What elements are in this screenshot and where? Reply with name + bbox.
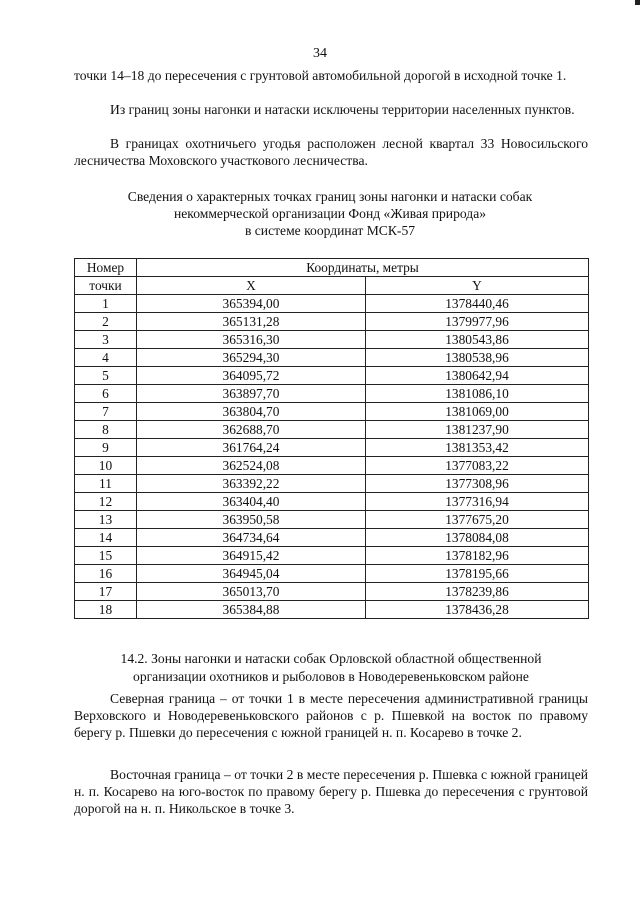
cell-x: 365384,88 xyxy=(137,601,366,619)
cell-y: 1377083,22 xyxy=(366,457,589,475)
cell-x: 361764,24 xyxy=(137,439,366,457)
cell-point-number: 9 xyxy=(75,439,137,457)
cell-y: 1379977,96 xyxy=(366,313,589,331)
cell-y: 1380538,96 xyxy=(366,349,589,367)
paragraph-north-boundary: Северная граница – от точки 1 в месте пересечения административной границы Верховского и Новодеревеньковского районов с р. Пшевкой на восток по правому берегу р. Пшевки до пересечения с южной границей н. п. Косарево в точке 2. xyxy=(74,691,588,740)
cell-y: 1378239,86 xyxy=(366,583,589,601)
table-row xyxy=(75,403,589,421)
cell-point-number: 17 xyxy=(75,583,137,601)
cell-x: 363392,22 xyxy=(137,475,366,493)
cell-x: 365013,70 xyxy=(137,583,366,601)
section-heading-line: 14.2. Зоны нагонки и натаски собак Орловской областной общественной xyxy=(120,651,542,666)
cell-y: 1381237,90 xyxy=(366,421,589,439)
paragraph-east-boundary: Восточная граница – от точки 2 в месте пересечения р. Пшевка с южной границей н. п. Косарево на юго-восток по правому берегу р. Пшевка до пересечения с грунтовой дорогой на н. п. Никольское в точке 3. xyxy=(74,767,588,816)
table-row xyxy=(75,457,589,475)
cell-point-number: 7 xyxy=(75,403,137,421)
cell-y: 1381086,10 xyxy=(366,385,589,403)
cell-x: 365294,30 xyxy=(137,349,366,367)
paragraph-continuation: точки 14–18 до пересечения с грунтовой автомобильной дорогой в исходной точке 1. xyxy=(74,68,567,83)
cell-point-number: 4 xyxy=(75,349,137,367)
cell-y: 1378195,66 xyxy=(366,565,589,583)
cell-y: 1378436,28 xyxy=(366,601,589,619)
section-heading-line: организации охотников и рыболовов в Новодеревеньковском районе xyxy=(133,669,529,684)
header-point-number-sub: точки xyxy=(75,277,137,295)
cell-point-number: 6 xyxy=(75,385,137,403)
cell-x: 364945,04 xyxy=(137,565,366,583)
header-x: X xyxy=(137,277,366,295)
caption-line: Сведения о характерных точках границ зоны нагонки и натаски собак xyxy=(127,189,533,204)
table-header-row xyxy=(75,277,589,295)
table-row xyxy=(75,493,589,511)
cell-point-number: 18 xyxy=(75,601,137,619)
cell-point-number: 13 xyxy=(75,511,137,529)
cell-point-number: 16 xyxy=(75,565,137,583)
cell-point-number: 2 xyxy=(75,313,137,331)
table-row xyxy=(75,439,589,457)
cell-y: 1378084,08 xyxy=(366,529,589,547)
table-row xyxy=(75,367,589,385)
cell-x: 364095,72 xyxy=(137,367,366,385)
cell-x: 365394,00 xyxy=(137,295,366,313)
cell-x: 362688,70 xyxy=(137,421,366,439)
table-row xyxy=(75,421,589,439)
cell-point-number: 8 xyxy=(75,421,137,439)
table-row xyxy=(75,475,589,493)
paragraph-forest-quarter: В границах охотничьего угодья расположен лесной квартал 33 Новосильского лесничества Моховского участкового лесничества. xyxy=(74,136,588,168)
table-row xyxy=(75,511,589,529)
cell-y: 1378440,46 xyxy=(366,295,589,313)
table-row xyxy=(75,583,589,601)
cell-x: 363897,70 xyxy=(137,385,366,403)
cell-point-number: 3 xyxy=(75,331,137,349)
cell-x: 363950,58 xyxy=(137,511,366,529)
scan-corner-mark xyxy=(635,0,640,5)
cell-point-number: 10 xyxy=(75,457,137,475)
cell-point-number: 14 xyxy=(75,529,137,547)
cell-x: 363804,70 xyxy=(137,403,366,421)
header-point-number: Номер xyxy=(75,259,137,277)
cell-point-number: 1 xyxy=(75,295,137,313)
cell-x: 365316,30 xyxy=(137,331,366,349)
cell-y: 1380642,94 xyxy=(366,367,589,385)
cell-y: 1380543,86 xyxy=(366,331,589,349)
cell-y: 1377675,20 xyxy=(366,511,589,529)
table-row xyxy=(75,601,589,619)
table-row xyxy=(75,331,589,349)
table-row xyxy=(75,565,589,583)
page-number: 34 xyxy=(313,46,327,61)
table-row xyxy=(75,547,589,565)
header-y: Y xyxy=(366,277,589,295)
cell-point-number: 5 xyxy=(75,367,137,385)
cell-y: 1381069,00 xyxy=(366,403,589,421)
table-row xyxy=(75,295,589,313)
cell-x: 362524,08 xyxy=(137,457,366,475)
table-header-row xyxy=(75,259,589,277)
cell-point-number: 15 xyxy=(75,547,137,565)
header-coordinates: Координаты, метры xyxy=(137,259,589,277)
cell-x: 365131,28 xyxy=(137,313,366,331)
cell-y: 1378182,96 xyxy=(366,547,589,565)
cell-point-number: 12 xyxy=(75,493,137,511)
cell-x: 364734,64 xyxy=(137,529,366,547)
cell-y: 1377316,94 xyxy=(366,493,589,511)
cell-y: 1381353,42 xyxy=(366,439,589,457)
cell-x: 363404,40 xyxy=(137,493,366,511)
caption-line: некоммерческой организации Фонд «Живая природа» xyxy=(173,206,487,221)
paragraph-exclusions: Из границ зоны нагонки и натаски исключены территории населенных пунктов. xyxy=(110,102,575,117)
table-row xyxy=(75,313,589,331)
table-caption xyxy=(60,188,600,239)
table-row xyxy=(75,349,589,367)
caption-line: в системе координат МСК-57 xyxy=(244,223,416,238)
table-row xyxy=(75,529,589,547)
coordinates-table xyxy=(74,258,589,619)
cell-point-number: 11 xyxy=(75,475,137,493)
table-row xyxy=(75,385,589,403)
cell-y: 1377308,96 xyxy=(366,475,589,493)
cell-x: 364915,42 xyxy=(137,547,366,565)
section-heading xyxy=(74,650,588,686)
